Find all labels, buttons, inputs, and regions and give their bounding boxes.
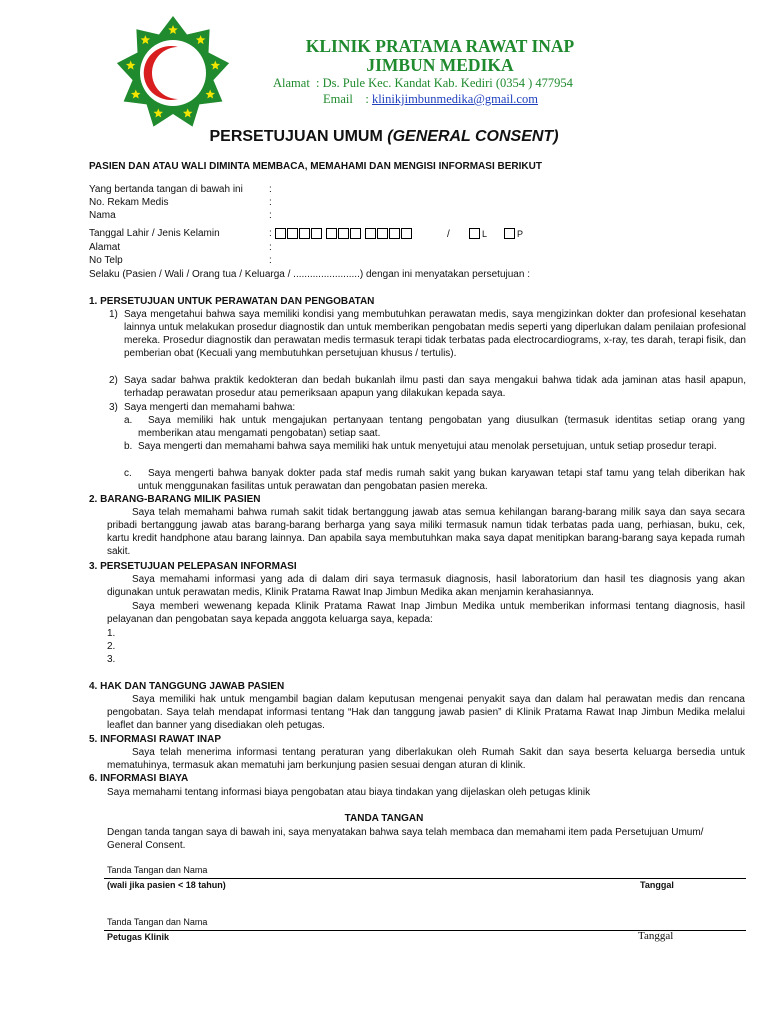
signature-paragraph: Dengan tanda tangan saya di bawah ini, saya menyatakan bahwa saya telah membaca dan memahami item pada Persetujuan Umum/ General Consent. [107,827,704,851]
s1-item-2: Saya sadar bahwa praktik kedokteran dan bedah bukanlah ilmu pasti dan saya mengakui bahwa tidak ada jaminan atas hasil apapun, terhadap perawatan prosedur atau pemeriksaan apapun yang dilakukan kepada saya. [124,375,746,399]
s4-paragraph: Saya memiliki hak untuk mengambil bagian dalam keputusan mengenai penyakit saya dan dalam hal perawatan medis dan rencana pengobatan. Saya telah mendapat informasi tentang “Hak dan tanggung jawab pasien” di Klinik Pratama Rawat Inap Jimbun Medika melalui leaflet dan banner yang disediakan oleh petugas. [107,694,745,731]
section-3-title: 3. PERSETUJUAN PELEPASAN INFORMASI [89,561,297,572]
s3-list-1[interactable]: 1. [107,628,116,639]
s1-num-a: a. [124,415,133,426]
signature-line-1[interactable] [104,878,746,879]
field-label: Alamat [89,242,121,253]
colon: : [269,242,272,253]
signature-title: TANDA TANGAN [344,813,424,824]
field-label: No Telp [89,255,123,266]
gender-male-box[interactable] [469,228,481,240]
s1-num-c: c. [124,468,132,479]
s1-num-3: 3) [109,402,118,413]
clinic-address: Alamat : Ds. Pule Kec. Kandat Kab. Kediri (0354 ) 477954 [273,76,573,90]
clinic-name-line1: KLINIK PRATAMA RAWAT INAP [305,36,575,56]
field-label: Yang bertanda tangan di bawah ini [89,184,243,195]
title-main: PERSETUJUAN UMUM [209,128,388,145]
selaku-statement[interactable]: Selaku (Pasien / Wali / Orang tua / Keluarga / ........................) dengan ini menyatakan persetujuan : [89,269,530,280]
gender-female-box[interactable] [504,228,516,240]
birthdate-boxes[interactable] [275,228,413,240]
s1-num-2: 2) [109,375,118,386]
section-1-title: 1. PERSETUJUAN UNTUK PERAWATAN DAN PENGOBATAN [89,296,375,307]
field-label: Tanggal Lahir / Jenis Kelamin [89,228,220,239]
gender-male-label: L [482,229,488,239]
email-link[interactable]: klinikjimbunmedika@gmail.com [371,92,538,106]
s1-item-b: Saya mengerti dan memahami bahwa saya memiliki hak untuk menyetujui atau menolak persetujuan, untuk setiap prosedur terapi. [138,441,717,452]
s1-item-a: Saya memiliki hak untuk mengajukan pertanyaan tentang pengobatan yang diusulkan (termasuk identitas setiap orang yang memberikan atau mengamati pengobatan) setiap saat. [138,415,745,439]
s1-item-c: Saya mengerti bahwa banyak dokter pada staf medis rumah sakit yang bukan karyawan tetapi staf tamu yang telah diberikan hak untuk menggunakan fasilitas untuk perawatan dan pengobatan pasien mereka. [138,468,745,492]
signature-sub-1: (wali jika pasien < 18 tahun) [107,880,226,890]
field-birth-gender[interactable] [89,228,689,241]
section-6-title: 6. INFORMASI BIAYA [89,773,189,784]
s2-paragraph: Saya telah memahami bahwa rumah sakit tidak bertanggung jawab atas semua kehilangan barang-barang milik saya dan saya secara pribadi bertanggung jawab atas barang-barang berharga yang saya miliki termasuk namun tidak terbatas pada uang, perhiasan, buku, cek, kartu kredit handphone atau barang lainnya. Dan apabila saya membutuhkan maka saya dapat menitipkan barang-barang saya kepada rumah sakit. [107,507,745,557]
field-phone[interactable] [89,255,689,268]
s1-item-3: Saya mengerti dan memahami bahwa: [124,402,296,413]
gender-separator: / [447,229,450,240]
instruction: PASIEN DAN ATAU WALI DIMINTA MEMBACA, MEMAHAMI DAN MENGISI INFORMASI BERIKUT [89,161,542,172]
clinic-name-line2: JIMBUN MEDIKA [366,55,514,75]
s6-paragraph: Saya memahami tentang informasi biaya pengobatan atau biaya tindakan yang dijelaskan oleh petugas klinik [107,787,591,798]
s5-paragraph: Saya telah menerima informasi tentang peraturan yang diberlakukan oleh Rumah Sakit dan saya beserta keluarga bersedia untuk mematuhinya, termasuk akan mematuhi jam berkunjung pasien sesuai dengan aturan di klinik. [107,747,745,771]
colon: : [269,210,272,221]
s3-paragraph-2: Saya memberi wewenang kepada Klinik Pratama Rawat Inap Jimbun Medika untuk memberikan informasi tentang diagnosis, hasil pelayanan dan pengobatan saya kepada anggota keluarga saya, kepada: [107,601,745,625]
field-address[interactable] [89,242,689,255]
page-title [0,128,768,146]
colon: : [269,228,272,239]
clinic-email-row [323,92,538,107]
signature-sub-2: Petugas Klinik [107,932,170,942]
section-5-title: 5. INFORMASI RAWAT INAP [89,734,222,745]
s1-num-b: b. [124,441,133,452]
section-4-title: 4. HAK DAN TANGGUNG JAWAB PASIEN [89,681,285,692]
field-label: No. Rekam Medis [89,197,169,208]
field-signatory [89,184,689,197]
s3-list-3[interactable]: 3. [107,654,116,665]
colon: : [269,184,272,195]
field-label: Nama [89,210,116,221]
section-2-title: 2. BARANG-BARANG MILIK PASIEN [89,494,261,505]
email-label: Email : [323,92,372,106]
clinic-logo [114,14,232,132]
title-italic: (GENERAL CONSENT) [387,128,559,145]
field-medical-record[interactable] [89,197,689,210]
signature-label-2: Tanda Tangan dan Nama [107,917,208,927]
s1-item-1: Saya mengetahui bahwa saya memiliki kondisi yang membutuhkan perawatan medis, saya mengizinkan dokter dan profesional kesehatan lainnya untuk melakukan prosedur diagnostik dan untuk memberikan pengobatan medis seperti yang diperlukan dalam penilaian profesional mereka. Prosedur diagnostik dan perawatan medis termasuk terapi tidak terbatas pada electrocardiograms, x-ray, tes darah, terapi fisik, dan pemberian obat (Kecuali yang membutuhkan persetujuan khusus / tertulis). [124,309,746,359]
colon: : [269,255,272,266]
signature-date-2: Tanggal [638,930,674,942]
s1-num-1: 1) [109,309,118,320]
s3-list-2[interactable]: 2. [107,641,116,652]
colon: : [269,197,272,208]
signature-label-1: Tanda Tangan dan Nama [107,865,208,875]
gender-female-label: P [517,229,524,239]
signature-date-1: Tanggal [640,880,674,890]
s3-paragraph-1: Saya memahami informasi yang ada di dalam diri saya termasuk diagnosis, hasil laboratorium dan hasil tes diagnosis yang akan digunakan untuk perawatan medis, Klinik Pratama Rawat Inap Jimbun Medika akan menjamin kerahasiannya. [107,574,745,598]
field-name[interactable] [89,210,689,223]
